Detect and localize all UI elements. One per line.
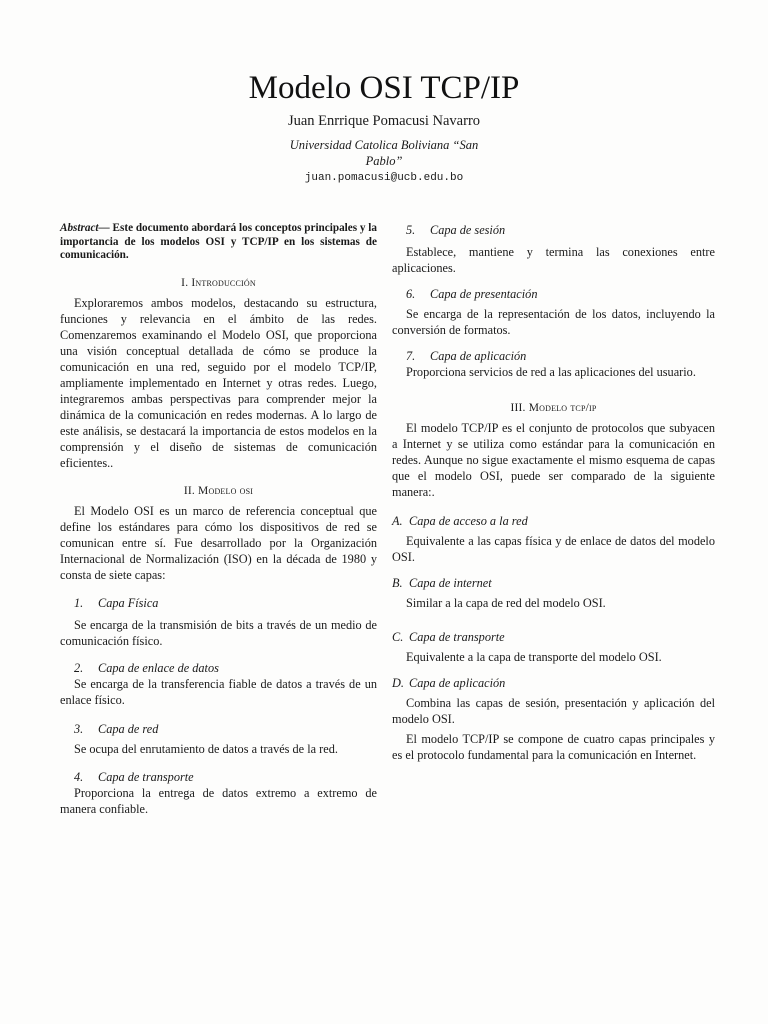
- layer-number: 7.: [406, 349, 416, 363]
- tcpip-paragraph: El modelo TCP/IP es el conjunto de protocolos que subyacen a Internet y se utiliza como estándar para la comunicación en redes. Aunque no sigue exactamente el mismo esquema de capas que el modelo OSI, puede ser comparado de la siguiente manera:.: [392, 421, 715, 499]
- tcpip-layer-d-heading: [392, 675, 715, 691]
- layer-title: Capa Física: [98, 595, 159, 610]
- layer-number: 2.: [74, 660, 84, 675]
- layer-title: Capa de transporte: [409, 630, 505, 644]
- osi-layer-2-heading: [60, 660, 377, 676]
- author-name: Juan Enrrique Pomacusi Navarro: [287, 113, 481, 129]
- osi-layer-5-text: Establece, mantiene y termina las conexiones entre aplicaciones.: [392, 245, 715, 275]
- tcpip-layer-b-heading: [392, 575, 715, 591]
- section-number: II.: [183, 484, 195, 497]
- abstract: [60, 222, 377, 263]
- abstract-label: Abstract—: [60, 222, 110, 234]
- layer-title: Capa de presentación: [430, 287, 538, 301]
- section-title: Introducción: [191, 276, 256, 289]
- tcpip-layer-a-heading: [392, 513, 715, 529]
- section-number: III.: [510, 402, 526, 414]
- layer-letter: A.: [392, 514, 403, 528]
- layer-title: Capa de transporte: [98, 769, 194, 784]
- osi-layer-1-text: Se encarga de la transmisión de bits a través de un medio de comunicación físico.: [60, 617, 377, 648]
- layer-title: Capa de aplicación: [430, 349, 527, 363]
- section-heading-tcpip: [392, 400, 715, 416]
- right-column: [392, 222, 715, 763]
- osi-layer-2-text: Se encarga de la transferencia fiable de datos a través de un enlace físico.: [60, 676, 377, 707]
- osi-layer-3-heading: [60, 721, 377, 737]
- layer-number: 4.: [74, 769, 84, 784]
- section-heading-intro: [60, 275, 377, 291]
- paper-title: Modelo OSI TCP/IP: [248, 70, 520, 106]
- osi-layer-4-text: Proporciona la entrega de datos extremo a extremo de manera confiable.: [60, 785, 377, 816]
- section-title: Modelo osi: [198, 484, 254, 497]
- tcpip-layer-a-text: Equivalente a las capas física y de enlace de datos del modelo OSI.: [392, 534, 715, 564]
- osi-layer-6-text: Se encarga de la representación de los datos, incluyendo la conversión de formatos.: [392, 307, 715, 337]
- osi-paragraph: El Modelo OSI es un marco de referencia conceptual que define los estándares para cómo los dispositivos de red se comunican entre sí. Fue desarrollado por la Organización Internacional de Normalización (ISO) en la década de 1980 y consta de siete capas:: [60, 503, 377, 582]
- osi-layer-5-heading: [392, 222, 715, 238]
- tcpip-layer-d-text: Combina las capas de sesión, presentación y aplicación del modelo OSI.: [392, 696, 715, 726]
- section-heading-osi: [60, 483, 377, 499]
- tcpip-closing-paragraph: El modelo TCP/IP se compone de cuatro capas principales y es el protocolo fundamental para la comunicación en Internet.: [392, 732, 715, 762]
- osi-layer-6-heading: [392, 286, 715, 302]
- tcpip-layer-c-heading: [392, 629, 715, 645]
- layer-title: Capa de red: [98, 721, 159, 736]
- layer-title: Capa de internet: [409, 576, 492, 590]
- layer-number: 1.: [74, 595, 84, 610]
- tcpip-layer-b-text: Similar a la capa de red del modelo OSI.: [406, 596, 606, 610]
- tcpip-layer-c-text: Equivalente a la capa de transporte del modelo OSI.: [406, 650, 662, 664]
- section-title: Modelo tcp/ip: [528, 402, 597, 414]
- author-affiliation: Universidad Catolica Boliviana “San Pablo”: [289, 138, 479, 168]
- abstract-text: Este documento abordará los conceptos principales y la importancia de los modelos OSI y TCP/IP en los sistemas de comunicación.: [60, 222, 377, 261]
- layer-letter: C.: [392, 630, 404, 644]
- layer-title: Capa de sesión: [430, 223, 506, 237]
- layer-title: Capa de enlace de datos: [98, 660, 219, 675]
- osi-layer-1-heading: [60, 595, 377, 611]
- layer-number: 5.: [406, 223, 416, 237]
- osi-layer-7-text: Proporciona servicios de red a las aplicaciones del usuario.: [406, 365, 696, 379]
- layer-number: 6.: [406, 287, 416, 301]
- osi-layer-4-heading: [60, 769, 377, 785]
- section-number: I.: [181, 276, 189, 289]
- layer-number: 3.: [74, 721, 84, 736]
- layer-letter: B.: [392, 576, 403, 590]
- layer-title: Capa de aplicación: [409, 676, 506, 690]
- left-column: [60, 222, 377, 817]
- layer-title: Capa de acceso a la red: [409, 514, 528, 528]
- author-email: juan.pomacusi@ucb.edu.bo: [304, 172, 464, 184]
- osi-layer-3-text: Se ocupa del enrutamiento de datos a través de la red.: [74, 741, 338, 756]
- osi-layer-7-heading: [392, 348, 715, 364]
- layer-letter: D.: [392, 676, 404, 690]
- intro-paragraph: Exploraremos ambos modelos, destacando su estructura, funciones y relevancia en el ámbito de las redes. Comenzaremos examinando el Modelo OSI, que proporciona una visión conceptual detallada de cómo se produce la comunicación en una red, seguido por el modelo TCP/IP, ampliamente implementado en Internet y otras redes. Luego, integraremos ambas perspectivas para comprender mejor la dinámica de la comunicación en redes modernas. A lo largo de este análisis, se destacará la importancia de estos modelos en la comprensión y el diseño de sistemas de comunicación eficientes..: [60, 295, 377, 470]
